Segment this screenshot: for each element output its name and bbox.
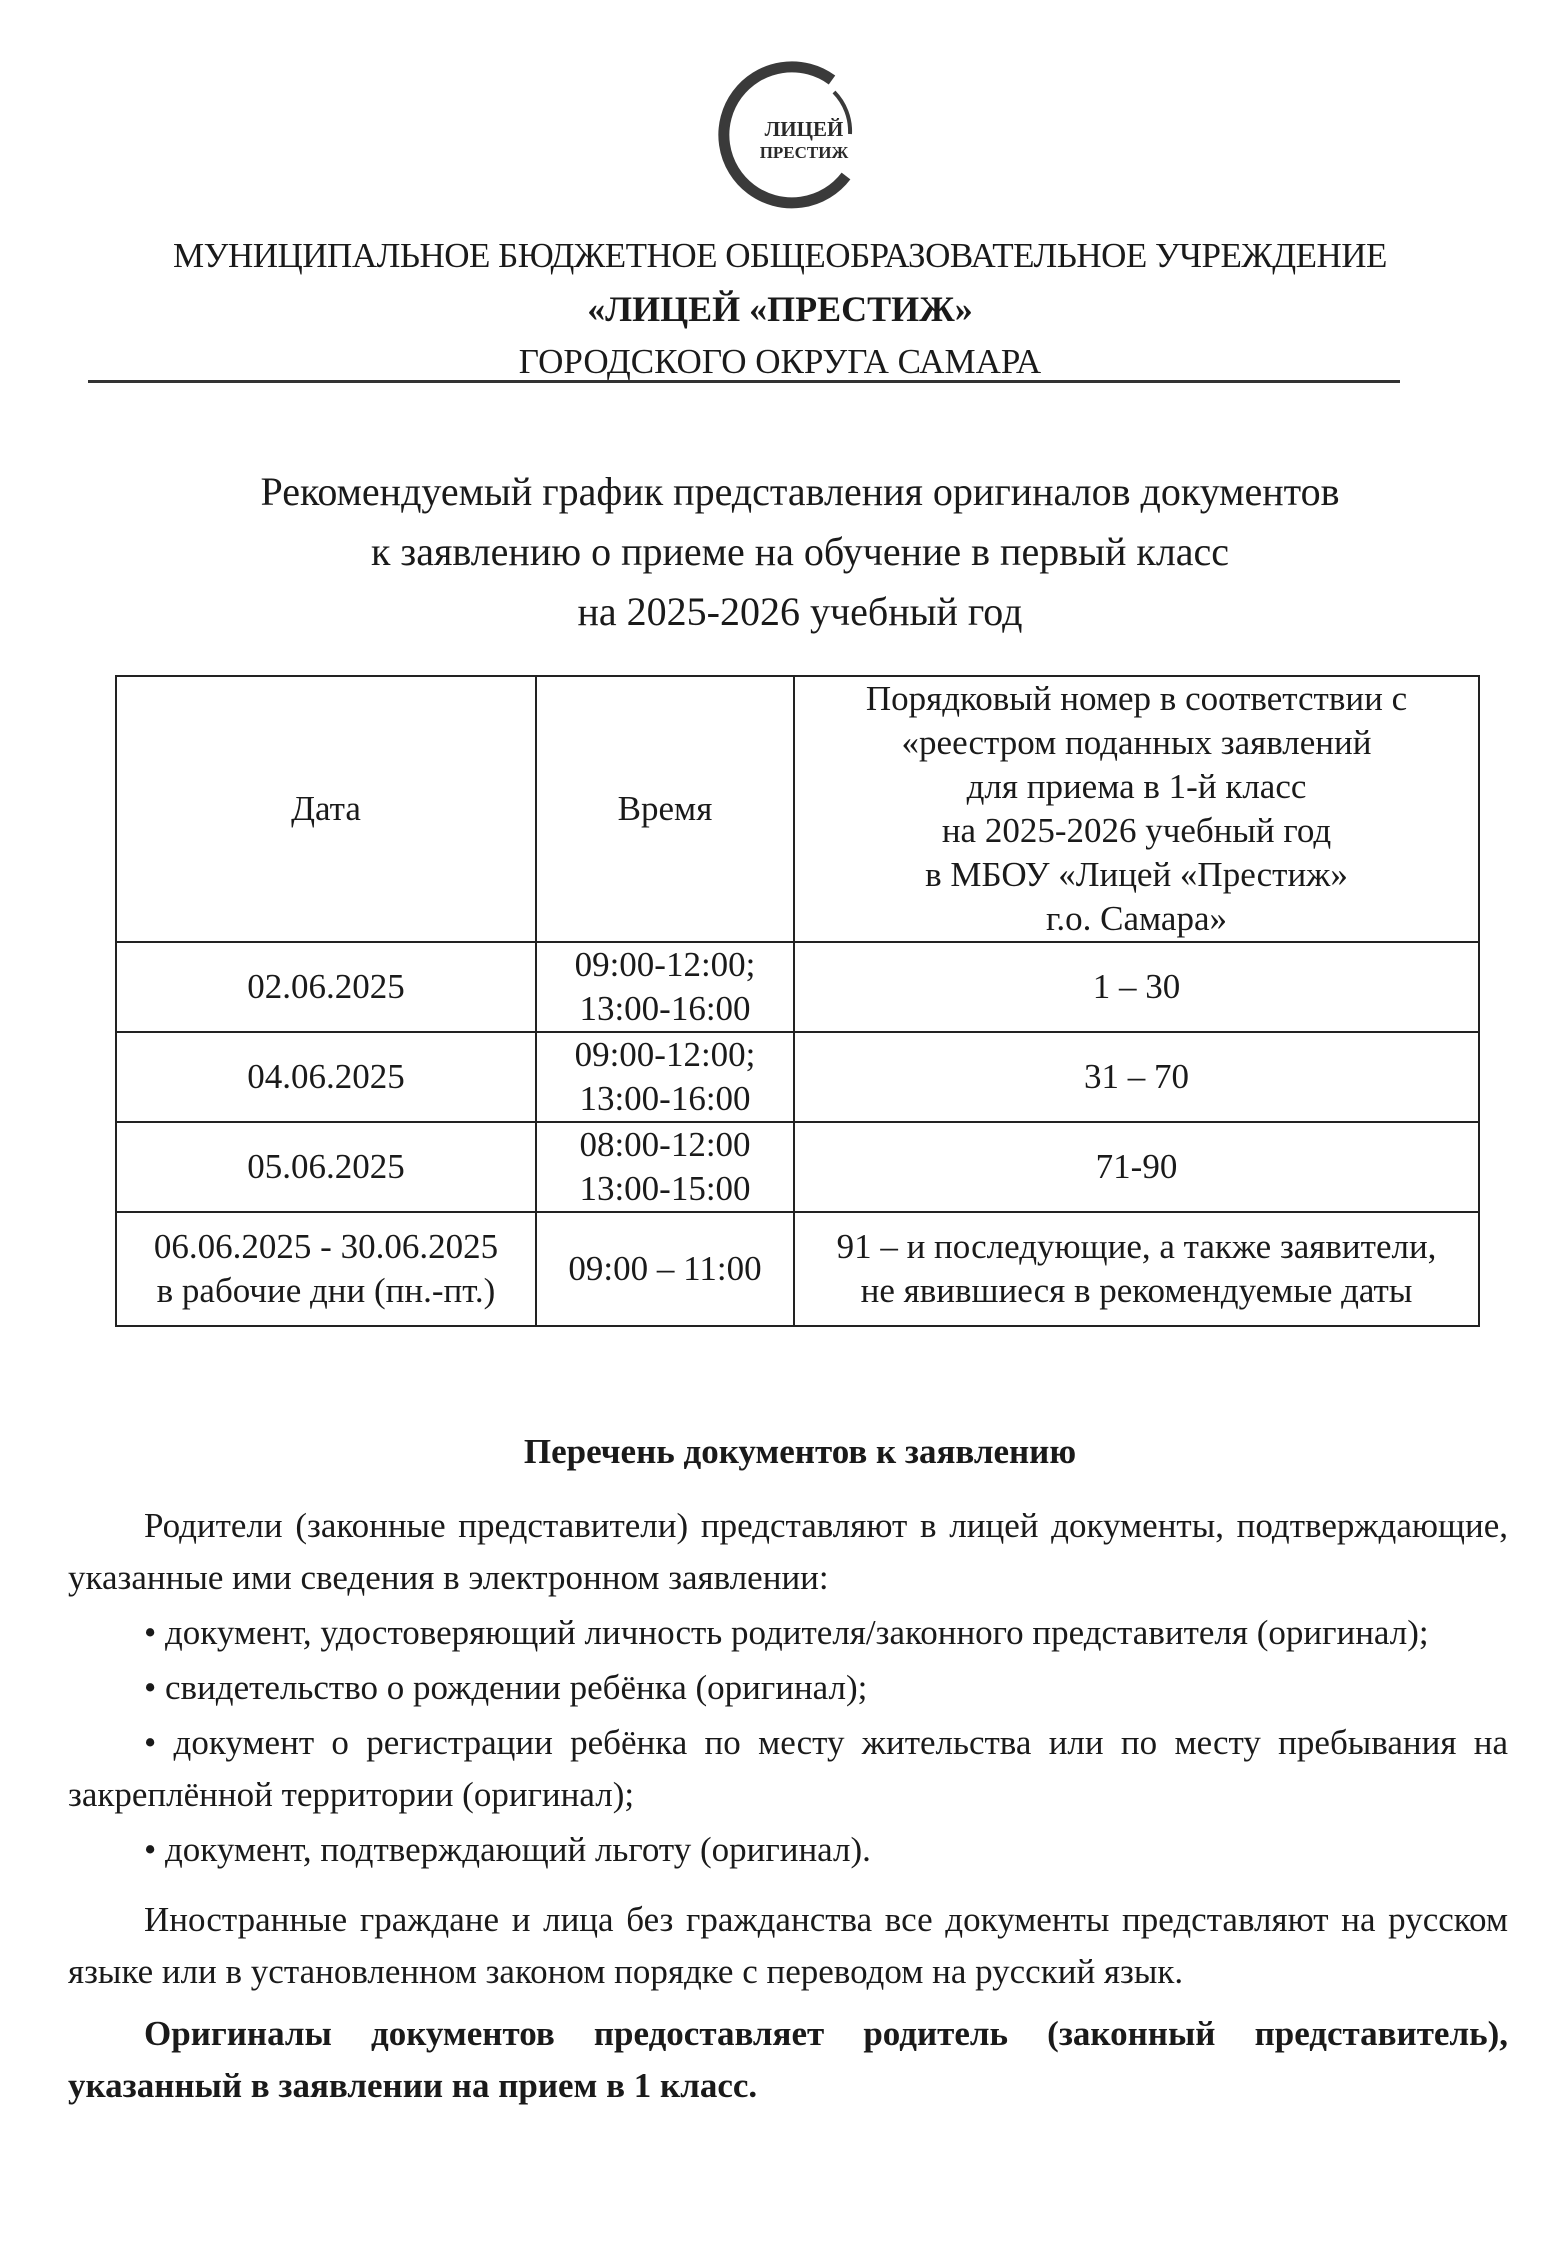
- column-header-number-line: Порядковый номер в соответствии с: [865, 679, 1408, 718]
- title-line-3: на 2025-2026 учебный год: [577, 589, 1023, 634]
- date-text: в рабочие дни (пн.-пт.): [156, 1271, 496, 1310]
- table-row: [116, 1032, 1479, 1122]
- organization-name: «ЛИЦЕЙ «ПРЕСТИЖ»: [587, 289, 973, 329]
- column-header-number-line: в МБОУ «Лицей «Престиж»: [925, 855, 1348, 894]
- table-row: [116, 1212, 1479, 1326]
- date-text: 05.06.2025: [247, 1147, 405, 1186]
- range-text: 1 – 30: [1092, 967, 1181, 1006]
- range-text: 31 – 70: [1084, 1057, 1189, 1096]
- list-item: • документ о регистрации ребёнка по месту жительства или по месту пребывания на закреплённой территории (оригинал);: [68, 1723, 1508, 1814]
- table-header-row: [116, 676, 1479, 942]
- time-text: 13:00-15:00: [579, 1169, 751, 1208]
- time-text: 08:00-12:00: [579, 1125, 751, 1164]
- lyceum-prestige-logo: [714, 58, 874, 218]
- organization-city: ГОРОДСКОГО ОКРУГА САМАРА: [518, 342, 1042, 381]
- document-title: [80, 462, 1520, 642]
- column-header-number-line: на 2025-2026 учебный год: [941, 811, 1332, 850]
- date-cell: [116, 1122, 536, 1212]
- organization-type: МУНИЦИПАЛЬНОЕ БЮДЖЕТНОЕ ОБЩЕОБРАЗОВАТЕЛЬНОЕ УЧРЕЖДЕНИЕ: [173, 236, 1387, 275]
- column-header-number-line: г.о. Самара»: [1045, 899, 1227, 938]
- date-text: 06.06.2025 - 30.06.2025: [153, 1227, 499, 1266]
- originals-note: Оригиналы документов предоставляет родитель (законный представитель), указанный в заявлении на прием в 1 класс.: [68, 2014, 1508, 2105]
- date-cell: [116, 1032, 536, 1122]
- number-range-cell: [794, 1122, 1479, 1212]
- date-text: 02.06.2025: [247, 967, 405, 1006]
- time-cell: [536, 942, 794, 1032]
- table-row: [116, 942, 1479, 1032]
- title-line-1: Рекомендуемый график представления оригиналов документов: [260, 469, 1340, 514]
- number-range-cell: [794, 1212, 1479, 1326]
- time-text: 09:00 – 11:00: [568, 1249, 762, 1288]
- range-text: не явившиеся в рекомендуемые даты: [860, 1271, 1413, 1310]
- time-text: 09:00-12:00;: [574, 945, 756, 984]
- documents-heading: Перечень документов к заявлению: [523, 1432, 1077, 1471]
- date-text: 04.06.2025: [247, 1057, 405, 1096]
- header-divider: [88, 380, 1400, 383]
- column-header-number: [794, 676, 1479, 942]
- date-cell: [116, 1212, 536, 1326]
- number-range-cell: [794, 1032, 1479, 1122]
- time-cell: [536, 1122, 794, 1212]
- institution-header: [80, 230, 1480, 388]
- logo-text-line2: ПРЕСТИЖ: [759, 143, 849, 162]
- time-text: 13:00-16:00: [579, 1079, 751, 1118]
- number-range-cell: [794, 942, 1479, 1032]
- foreign-citizens-note: Иностранные граждане и лица без гражданства все документы представляют на русском языке или в установленном законом порядке с переводом на русский язык.: [68, 1900, 1508, 1991]
- documents-intro: Родители (законные представители) представляют в лицей документы, подтверждающие, указанные ими сведения в электронном заявлении:: [68, 1506, 1508, 1597]
- column-header-time: Время: [536, 676, 794, 942]
- time-text: 09:00-12:00;: [574, 1035, 756, 1074]
- column-header-number-line: для приема в 1-й класс: [966, 767, 1307, 806]
- time-cell: [536, 1212, 794, 1326]
- documents-body: [68, 1500, 1508, 2112]
- range-text: 71-90: [1095, 1147, 1178, 1186]
- time-cell: [536, 1032, 794, 1122]
- table-row: [116, 1122, 1479, 1212]
- list-item: • документ, удостоверяющий личность родителя/законного представителя (оригинал);: [144, 1613, 1429, 1652]
- column-header-number-line: «реестром поданных заявлений: [901, 723, 1372, 762]
- column-header-date: Дата: [116, 676, 536, 942]
- list-item: • документ, подтверждающий льготу (оригинал).: [144, 1830, 871, 1869]
- date-cell: [116, 942, 536, 1032]
- title-line-2: к заявлению о приеме на обучение в первый класс: [370, 529, 1230, 574]
- list-item: • свидетельство о рождении ребёнка (оригинал);: [144, 1668, 868, 1707]
- range-text: 91 – и последующие, а также заявители,: [836, 1227, 1437, 1266]
- logo-text-line1: ЛИЦЕЙ: [764, 117, 844, 141]
- time-text: 13:00-16:00: [579, 989, 751, 1028]
- schedule-table: [115, 675, 1480, 1327]
